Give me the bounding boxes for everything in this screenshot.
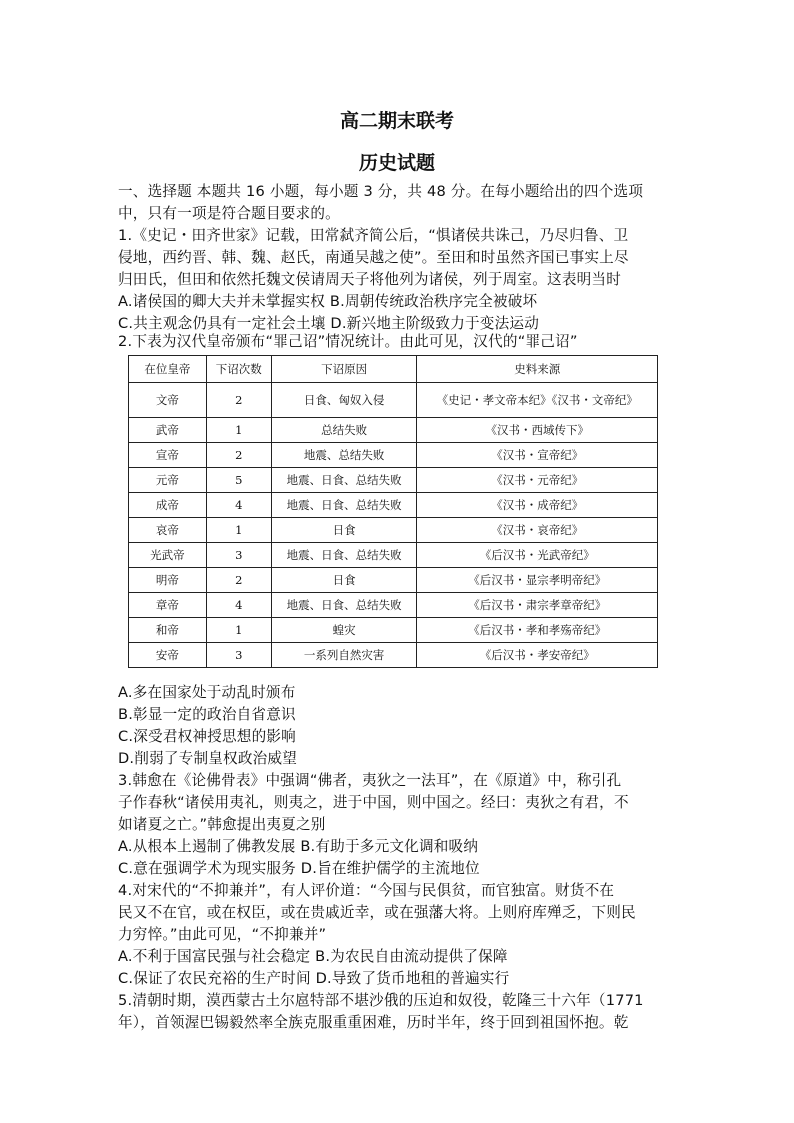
edict-statistics-table	[128, 355, 658, 668]
exam-subtitle: 历史试题	[358, 152, 435, 174]
cell-count: 1	[206, 618, 271, 643]
q3-stem-line-1: 3.韩愈在《论佛骨表》中强调“佛者，夷狄之一法耳”，在《原道》中，称引孔	[118, 772, 622, 789]
header-emperor: 在位皇帝	[129, 356, 207, 383]
table-row	[129, 543, 658, 568]
cell-source: 《后汉书・光武帝纪》	[417, 543, 658, 568]
table-row	[129, 468, 658, 493]
cell-source: 《后汉书・孝和孝殇帝纪》	[417, 618, 658, 643]
section-instructions-line-2: 中，只有一项是符合题目要求的。	[118, 205, 340, 222]
cell-emperor: 章帝	[129, 593, 207, 618]
cell-source: 《后汉书・孝安帝纪》	[417, 643, 658, 668]
exam-title: 高二期末联考	[339, 110, 454, 132]
cell-count: 3	[206, 543, 271, 568]
q1-stem-line-3: 归田氏，但田和依然托魏文侯请周天子将他列为诸侯，列于周室。这表明当时	[118, 271, 621, 288]
q2-option-a: A.多在国家处于动乱时颁布	[118, 684, 296, 701]
q2-option-c: C.深受君权神授思想的影响	[118, 728, 296, 745]
cell-count: 4	[206, 593, 271, 618]
q4-stem-line-1: 4.对宋代的“不抑兼并”，有人评价道：“今国与民俱贫，而官独富。财货不在	[118, 882, 615, 899]
cell-emperor: 哀帝	[129, 518, 207, 543]
q4-stem-line-3: 力穷悴。”由此可见，“不抑兼并”	[118, 926, 327, 943]
cell-emperor: 光武帝	[129, 543, 207, 568]
cell-count: 2	[206, 568, 271, 593]
cell-source: 《后汉书・显宗孝明帝纪》	[417, 568, 658, 593]
cell-emperor: 成帝	[129, 493, 207, 518]
q5-stem-line-1: 5.清朝时期，漠西蒙古土尔扈特部不堪沙俄的压迫和奴役，乾隆三十六年（1771	[118, 992, 644, 1009]
cell-count: 3	[206, 643, 271, 668]
cell-reason: 蝗灾	[271, 618, 417, 643]
cell-count: 2	[206, 383, 271, 418]
cell-emperor: 和帝	[129, 618, 207, 643]
cell-reason: 日食	[271, 568, 417, 593]
cell-source: 《汉书・成帝纪》	[417, 493, 658, 518]
cell-count: 2	[206, 443, 271, 468]
cell-source: 《汉书・宣帝纪》	[417, 443, 658, 468]
q3-stem-line-2: 子作春秋“诸侯用夷礼，则夷之，进于中国，则中国之。经曰：夷狄之有君，不	[118, 794, 629, 811]
q4-options-ab: A.不利于国富民强与社会稳定 B.为农民自由流动提供了保障	[118, 948, 508, 965]
header-count: 下诏次数	[206, 356, 271, 383]
cell-reason: 地震、日食、总结失败	[271, 493, 417, 518]
q3-options-cd: C.意在强调学术为现实服务 D.旨在维护儒学的主流地位	[118, 860, 480, 877]
cell-reason: 地震、总结失败	[271, 443, 417, 468]
table-row	[129, 593, 658, 618]
cell-emperor: 明帝	[129, 568, 207, 593]
table-row	[129, 643, 658, 668]
cell-source: 《后汉书・肃宗孝章帝纪》	[417, 593, 658, 618]
header-reason: 下诏原因	[271, 356, 417, 383]
table-row	[129, 518, 658, 543]
q1-stem-line-1: 1.《史记・田齐世家》记载，田常弑齐简公后，“惧诸侯共诛己，乃尽归鲁、卫	[118, 227, 629, 244]
q2-stem: 2.下表为汉代皇帝颁布“罪己诏”情况统计。由此可见，汉代的“罪己诏”	[118, 333, 578, 350]
cell-reason: 地震、日食、总结失败	[271, 468, 417, 493]
table-row	[129, 618, 658, 643]
cell-reason: 地震、日食、总结失败	[271, 543, 417, 568]
section-instructions-line-1: 一、选择题 本题共 16 小题，每小题 3 分，共 48 分。在每小题给出的四个选项	[118, 183, 644, 200]
q1-stem-line-2: 侵地，西约晋、韩、魏、赵氏，南通吴越之使”。至田和时虽然齐国已事实上尽	[118, 249, 629, 266]
q1-options-cd: C.共主观念仍具有一定社会土壤 D.新兴地主阶级致力于变法运动	[118, 315, 539, 332]
cell-source: 《汉书・西域传下》	[417, 418, 658, 443]
cell-emperor: 安帝	[129, 643, 207, 668]
q4-stem-line-2: 民又不在官，或在权臣，或在贵戚近幸，或在强藩大将。上则府库殚乏，下则民	[118, 904, 636, 921]
cell-count: 1	[206, 518, 271, 543]
cell-emperor: 宣帝	[129, 443, 207, 468]
q2-option-b: B.彰显一定的政治自省意识	[118, 706, 296, 723]
table-header-row	[129, 356, 658, 383]
table-row	[129, 443, 658, 468]
cell-source: 《史记・孝文帝本纪》《汉书・文帝纪》	[417, 383, 658, 418]
q2-option-d: D.削弱了专制皇权政治威望	[118, 750, 298, 767]
cell-reason: 日食	[271, 518, 417, 543]
cell-reason: 总结失败	[271, 418, 417, 443]
cell-source: 《汉书・哀帝纪》	[417, 518, 658, 543]
cell-count: 4	[206, 493, 271, 518]
cell-reason: 地震、日食、总结失败	[271, 593, 417, 618]
table-row	[129, 383, 658, 418]
header-source: 史料来源	[417, 356, 658, 383]
cell-source: 《汉书・元帝纪》	[417, 468, 658, 493]
cell-count: 5	[206, 468, 271, 493]
q5-stem-line-2: 年），首领渥巴锡毅然率全族克服重重困难，历时半年，终于回到祖国怀抱。乾	[118, 1014, 629, 1031]
q4-options-cd: C.保证了农民充裕的生产时间 D.导致了货币地租的普遍实行	[118, 970, 510, 987]
table-row	[129, 493, 658, 518]
q3-stem-line-3: 如诸夏之亡。”韩愈提出夷夏之别	[118, 816, 326, 833]
cell-reason: 一系列自然灾害	[271, 643, 417, 668]
q1-options-ab: A.诸侯国的卿大夫并未掌握实权 B.周朝传统政治秩序完全被破坏	[118, 293, 538, 310]
cell-emperor: 文帝	[129, 383, 207, 418]
cell-emperor: 武帝	[129, 418, 207, 443]
table-row	[129, 568, 658, 593]
table-row	[129, 418, 658, 443]
cell-emperor: 元帝	[129, 468, 207, 493]
cell-reason: 日食、匈奴入侵	[271, 383, 417, 418]
cell-count: 1	[206, 418, 271, 443]
q3-options-ab: A.从根本上遏制了佛教发展 B.有助于多元文化调和吸纳	[118, 838, 479, 855]
